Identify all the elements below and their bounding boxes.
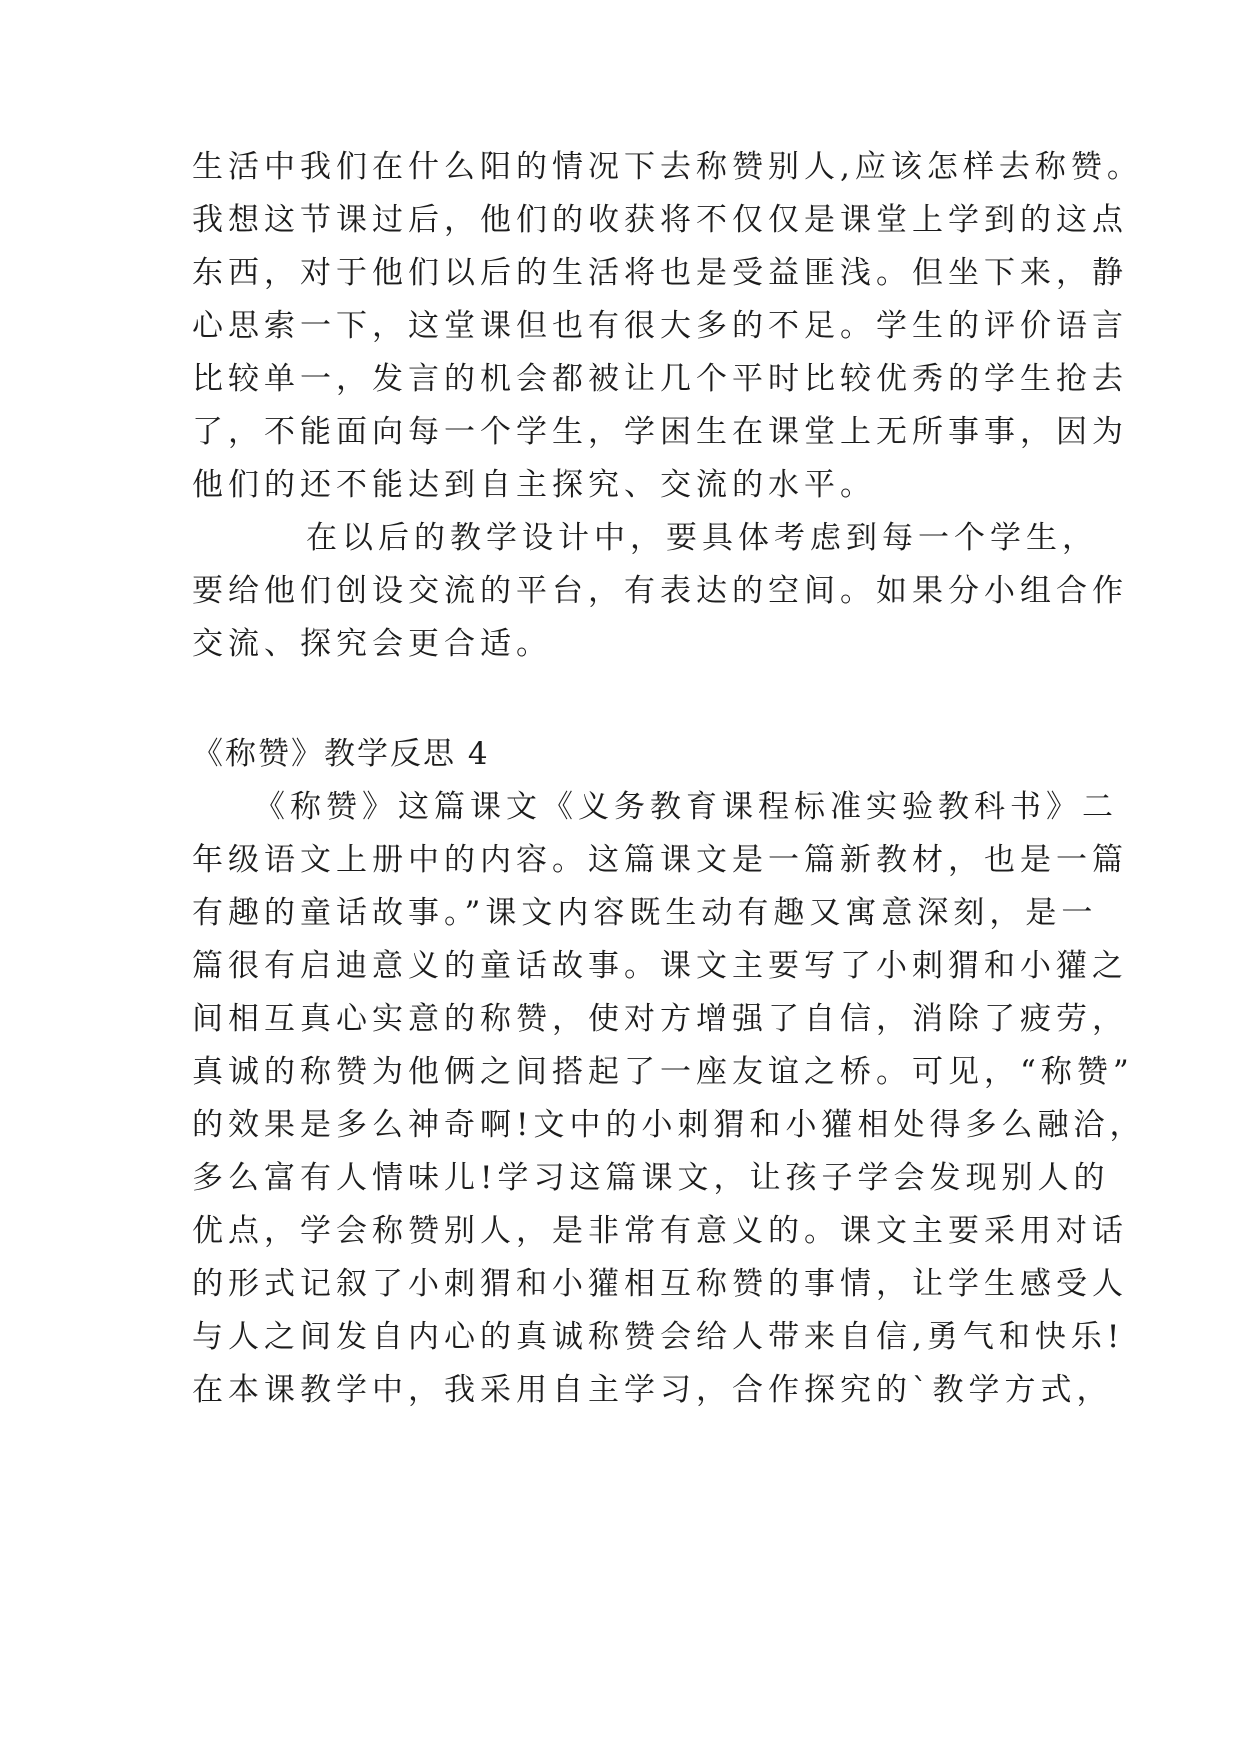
paragraph-line: 他们的还不能达到自主探究、交流的水平。: [192, 467, 876, 503]
paragraph-line: 了，不能面向每一个学生，学困生在课堂上无所事事，因为: [192, 414, 1128, 450]
paragraph-line: 我想这节课过后，他们的收获将不仅仅是课堂上学到的这点: [192, 202, 1128, 238]
paragraph-line: 篇很有启迪意义的童话故事。课文主要写了小刺猬和小獾之: [192, 948, 1128, 984]
paragraph-line-indented: 《称赞》这篇课文《义务教育课程标准实验教科书》二: [254, 789, 1118, 825]
paragraph-line-indented: 在以后的教学设计中，要具体考虑到每一个学生，: [306, 520, 1098, 556]
section-title: 《称赞》教学反思 4: [192, 736, 490, 772]
paragraph-line: 东西，对于他们以后的生活将也是受益匪浅。但坐下来，静: [192, 255, 1128, 291]
paragraph-line: 年级语文上册中的内容。这篇课文是一篇新教材，也是一篇: [192, 842, 1128, 878]
paragraph-line: 心思索一下，这堂课但也有很大多的不足。学生的评价语言: [192, 308, 1128, 344]
paragraph-line: 优点，学会称赞别人，是非常有意义的。课文主要采用对话: [192, 1213, 1128, 1249]
paragraph-line: 多么富有人情味儿!学习这篇课文，让孩子学会发现别人的: [192, 1160, 1110, 1196]
paragraph-line: 的形式记叙了小刺猬和小獾相互称赞的事情，让学生感受人: [192, 1266, 1128, 1302]
paragraph-line: 交流、探究会更合适。: [192, 626, 552, 662]
paragraph-line: 生活中我们在什么阳的情况下去称赞别人,应该怎样去称赞。: [192, 149, 1143, 185]
paragraph-line: 的效果是多么神奇啊!文中的小刺猬和小獾相处得多么融洽，: [192, 1107, 1146, 1143]
paragraph-line: 与人之间发自内心的真诚称赞会给人带来自信,勇气和快乐!: [192, 1319, 1125, 1355]
paragraph-line: 要给他们创设交流的平台，有表达的空间。如果分小组合作: [192, 573, 1128, 609]
paragraph-line: 真诚的称赞为他俩之间搭起了一座友谊之桥。可见，“称赞”: [192, 1054, 1134, 1090]
paragraph-line: 有趣的童话故事。”课文内容既生动有趣又寓意深刻，是一: [192, 895, 1098, 931]
paragraph-line: 间相互真心实意的称赞，使对方增强了自信，消除了疲劳，: [192, 1001, 1128, 1037]
paragraph-line: 在本课教学中，我采用自主学习，合作探究的`教学方式，: [192, 1372, 1113, 1408]
paragraph-line: 比较单一，发言的机会都被让几个平时比较优秀的学生抢去: [192, 361, 1128, 397]
